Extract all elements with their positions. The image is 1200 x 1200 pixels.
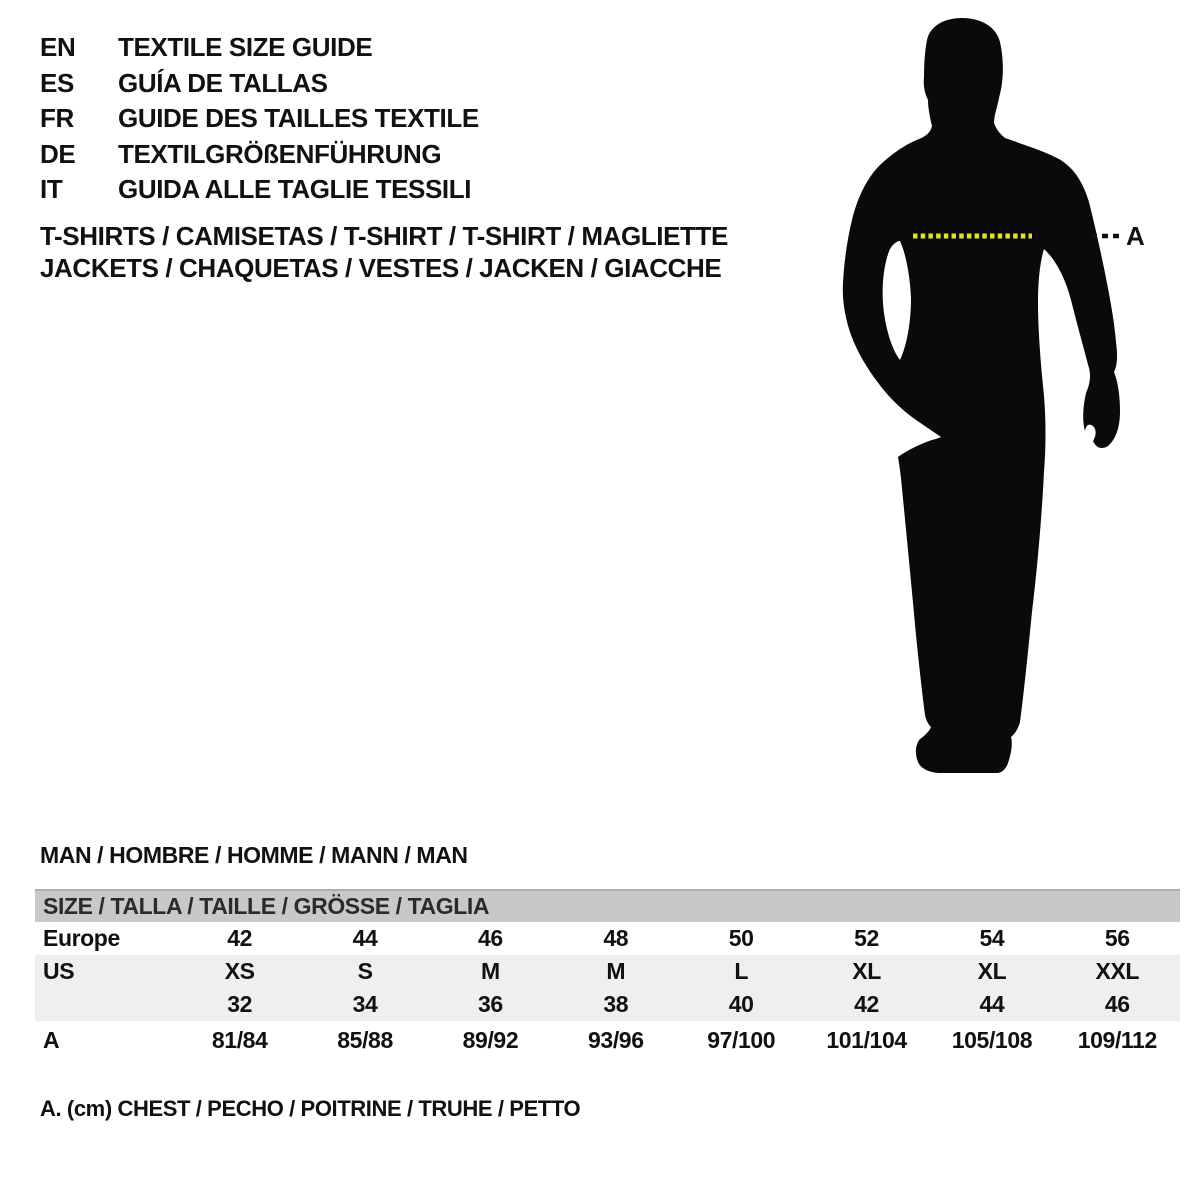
size-row-label: Europe [43,925,120,951]
measurement-footnote: A. (cm) CHEST / PECHO / POITRINE / TRUHE / PETTO [40,1096,581,1121]
size-table-row [35,955,1180,988]
language-row [40,66,479,102]
size-cell: M [606,958,626,984]
marker-label-a: A [1126,221,1145,251]
language-row [40,101,479,137]
language-code: ES [40,67,74,98]
category-line: JACKETS / CHAQUETAS / VESTES / JACKEN / GIACCHE [40,253,722,284]
size-cell: 38 [603,991,629,1017]
size-row-label: A [43,1026,60,1053]
size-cell: 97/100 [707,1026,776,1053]
size-cell: 105/108 [951,1026,1033,1053]
size-cell: 40 [728,991,754,1017]
language-label: TEXTILGRÖßENFÜHRUNG [118,138,442,169]
size-cell: 48 [603,925,629,951]
language-row [40,30,479,66]
language-label: GUÍA DE TALLAS [118,67,328,98]
language-label: GUIDA ALLE TAGLIE TESSILI [118,174,472,205]
size-cell: 85/88 [337,1026,393,1053]
size-cell: 109/112 [1077,1026,1157,1053]
size-cell: 50 [728,925,754,951]
size-cell: 32 [227,991,253,1017]
size-cell: 42 [227,925,253,951]
size-cell: L [734,958,749,984]
language-row [40,172,479,208]
man-silhouette-figure [820,0,1200,810]
size-cell: 46 [478,925,503,951]
language-label: GUIDE DES TAILLES TEXTILE [118,103,479,134]
size-table-row [35,988,1180,1021]
size-table-row [35,922,1180,955]
size-cell: 81/84 [211,1026,268,1053]
language-code: EN [40,32,76,63]
size-cell: 34 [352,991,378,1017]
size-cell: XXL [1095,958,1140,984]
size-cell: XS [224,958,255,984]
size-table [35,889,1180,1059]
size-cell: 56 [1104,925,1130,951]
size-row-label: US [43,958,75,984]
size-cell: 101/104 [826,1026,907,1053]
size-cell: 36 [478,991,503,1017]
language-code: DE [40,138,76,169]
language-code: FR [40,103,74,134]
man-silhouette [843,18,1120,773]
language-label: TEXTILE SIZE GUIDE [118,32,373,63]
size-table-row [35,1021,1180,1059]
section-title: MAN / HOMBRE / HOMME / MANN / MAN [40,842,468,868]
size-cell: 46 [1104,991,1130,1017]
size-cell: XL [852,958,881,984]
category-line: T-SHIRTS / CAMISETAS / T-SHIRT / T-SHIRT / MAGLIETTE [40,220,728,251]
language-list [40,30,479,208]
size-cell: 93/96 [588,1026,644,1053]
size-cell: XL [977,958,1007,984]
size-cell: 42 [854,991,879,1017]
language-row [40,137,479,173]
size-cell: 89/92 [462,1026,519,1053]
size-cell: 54 [979,925,1005,951]
size-table-header: SIZE / TALLA / TAILLE / GRÖSSE / TAGLIA [35,889,1180,922]
size-cell: 44 [352,925,378,951]
size-cell: S [357,958,373,984]
language-code: IT [40,174,63,205]
size-cell: M [481,958,500,984]
size-cell: 52 [854,925,879,951]
category-list [40,220,728,285]
size-cell: 44 [979,991,1005,1017]
